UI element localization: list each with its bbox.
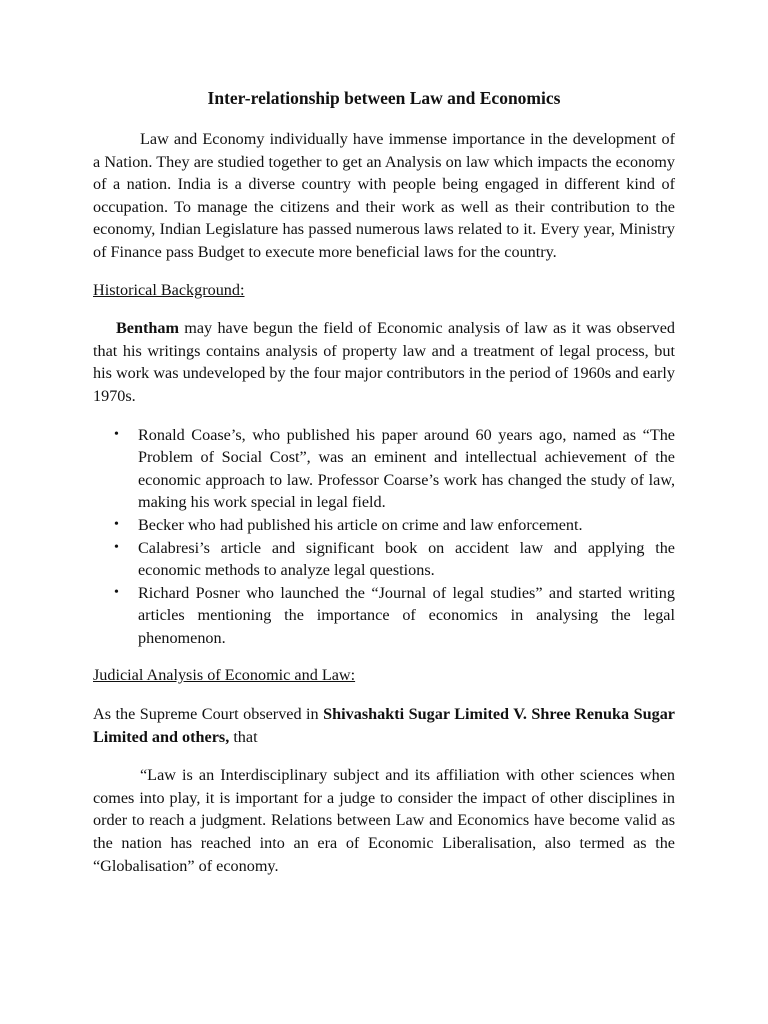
list-item (93, 424, 675, 514)
quote-paragraph: “Law is an Interdisciplinary subject and its affiliation with other sciences when comes into play, it is important for a judge to consider the impact of other disciplines in order to reach a judgment. Relations between Law and Economics have become valid as the nation has reached into an era of Economic Liberalisation, also termed as the “Globalisation” of economy. (93, 766, 675, 875)
bentham-name: Bentham (116, 319, 179, 338)
list-item (93, 514, 675, 537)
contributors-list (93, 424, 675, 650)
section-heading-historical-background: Historical Background: (93, 280, 245, 299)
bullet-icon: • (114, 516, 119, 532)
list-item (93, 582, 675, 650)
bentham-paragraph (93, 317, 675, 407)
list-item-text: Calabresi’s article and significant book on accident law and applying the economic methods to analyze legal questions. (138, 538, 675, 580)
court-prefix: As the Supreme Court observed in (93, 705, 324, 724)
list-item-text: Becker who had published his article on crime and law enforcement. (138, 515, 583, 534)
court-suffix: that (229, 727, 258, 746)
list-item-text: Ronald Coase’s, who published his paper around 60 years ago, named as “The Problem of Social Cost”, was an eminent and intellectual achievement of the economic approach to law. Professor Coarse’s work has changed the study of law, making his work special in legal field. (138, 425, 675, 512)
bullet-icon: • (114, 426, 119, 442)
list-item-text: Richard Posner who launched the “Journal of legal studies” and started writing articles mentioning the importance of economics in analysing the legal phenomenon. (138, 583, 675, 647)
intro-paragraph: Law and Economy individually have immense importance in the development of a Nation. They are studied together to get an Analysis on law which impacts the economy of a nation. India is a diverse country with people being engaged in different kind of occupation. To manage the citizens and their work as well as their contribution to the economy, Indian Legislature has passed numerous laws related to it. Every year, Ministry of Finance pass Budget to execute more beneficial laws for the country. (93, 130, 675, 261)
list-item (93, 537, 675, 582)
section-heading-judicial-analysis: Judicial Analysis of Economic and Law: (93, 666, 356, 685)
bullet-icon: • (114, 584, 119, 600)
court-paragraph (93, 703, 675, 748)
document-page (93, 86, 675, 877)
court-case-name: Shivashakti Sugar Limited V. Shree Renuka Sugar Limited and others, (93, 705, 675, 746)
bullet-icon: • (114, 539, 119, 555)
document-title: Inter-relationship between Law and Economics (207, 88, 561, 108)
bentham-text: may have begun the field of Economic analysis of law as it was observed that his writings contains analysis of property law and a treatment of legal process, but his work was undeveloped by the four major contributors in the period of 1960s and early 1970s. (93, 319, 675, 405)
